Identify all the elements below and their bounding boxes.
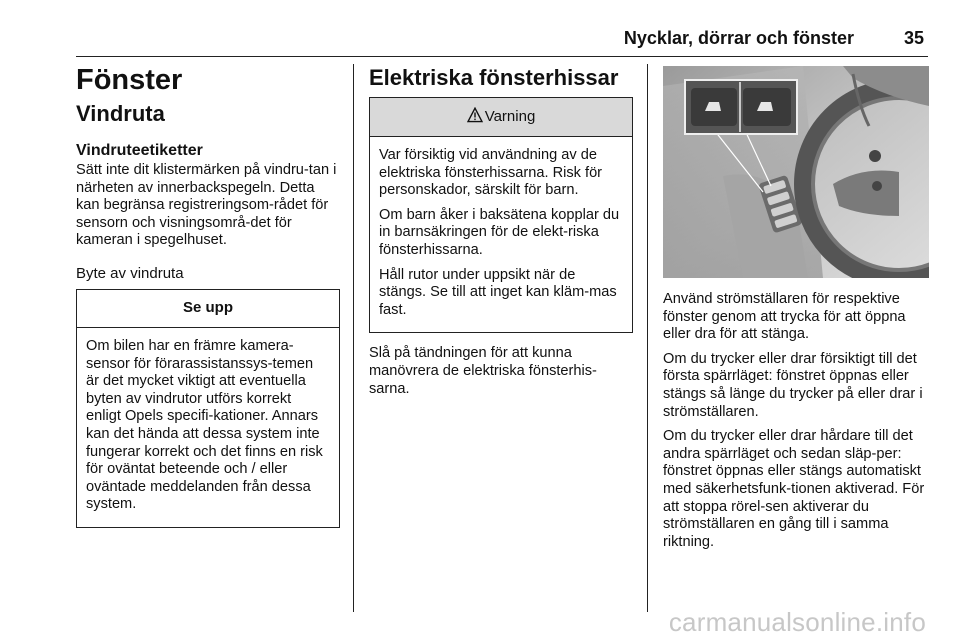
- right-column: [663, 64, 929, 558]
- body-paragraph: Sätt inte dit klistermärken på vindru-tan i närheten av innerbackspegeln. Detta kan begränsa registreringsom-rådet för sensorn och visningsområ-det för kameran i spegelhuset.: [76, 162, 337, 249]
- page-number: 35: [903, 28, 924, 48]
- caution-box: [76, 289, 340, 528]
- warning-triangle-icon: [467, 107, 483, 123]
- warning-header: [370, 98, 632, 137]
- warning-box: [369, 97, 633, 333]
- warning-title: Varning: [484, 108, 536, 125]
- topic-title: Byte av vindruta: [76, 264, 184, 282]
- topic-title: Vindruteetiketter: [76, 142, 203, 159]
- column-divider: [353, 64, 354, 612]
- middle-column: [369, 64, 633, 405]
- left-column: [76, 64, 340, 528]
- caution-text: Om bilen har en främre kamera-sensor för förarassistanssys-temen är det mycket viktigt att eventuella byten av vindrutor utförs korrekt enligt Opels specifi-kationer. Annars kan det hända att dessa system inte fungerar korrekt och det finns en risk för oväntat beteende och / eller oväntade meddelanden från dessa system.: [86, 337, 323, 513]
- caution-title: Se upp: [77, 290, 339, 328]
- body-paragraph: Slå på tändningen för att kunna manövrera de elektriska fönsterhis-sarna.: [369, 345, 597, 397]
- page-header: [76, 28, 928, 57]
- column-divider: [647, 64, 648, 612]
- warning-text: Håll rutor under uppsikt när de stängs. Se till att inget kan kläm-mas fast.: [379, 266, 617, 318]
- chapter-title: Nycklar, dörrar och fönster: [623, 28, 854, 48]
- subsection-title: Vindruta: [76, 101, 165, 126]
- section-title: Fönster: [76, 64, 183, 96]
- door-window-switch-illustration: [663, 66, 929, 278]
- warning-text: Om barn åker i baksätena kopplar du in barnsäkringen för de elekt-riska fönsterhissarna.: [379, 206, 620, 258]
- body-paragraph: Använd strömställaren för respektive fönster genom att trycka för att öppna eller dra för att stänga.: [663, 291, 906, 343]
- watermark: carmanualsonline.info: [668, 607, 926, 637]
- body-paragraph: Om du trycker eller drar hårdare till det andra spärrläget och sedan släp-per: fönstret öppnas eller stängs automatiskt med säkerhetsfunk-tionen aktiverad. För att stoppa rörel-sen aktiverar du strömställaren en gång till i samma riktning.: [663, 428, 925, 550]
- warning-text: Var försiktig vid användning av de elektriska fönsterhissarna. Risk för personskador, särskilt för barn.: [379, 147, 603, 199]
- body-paragraph: Om du trycker eller drar försiktigt till det första spärrläget: fönstret öppnas eller stängs så länge du trycker på eller drar i strömställaren.: [663, 350, 923, 420]
- section-title: Elektriska fönsterhissar: [369, 65, 619, 90]
